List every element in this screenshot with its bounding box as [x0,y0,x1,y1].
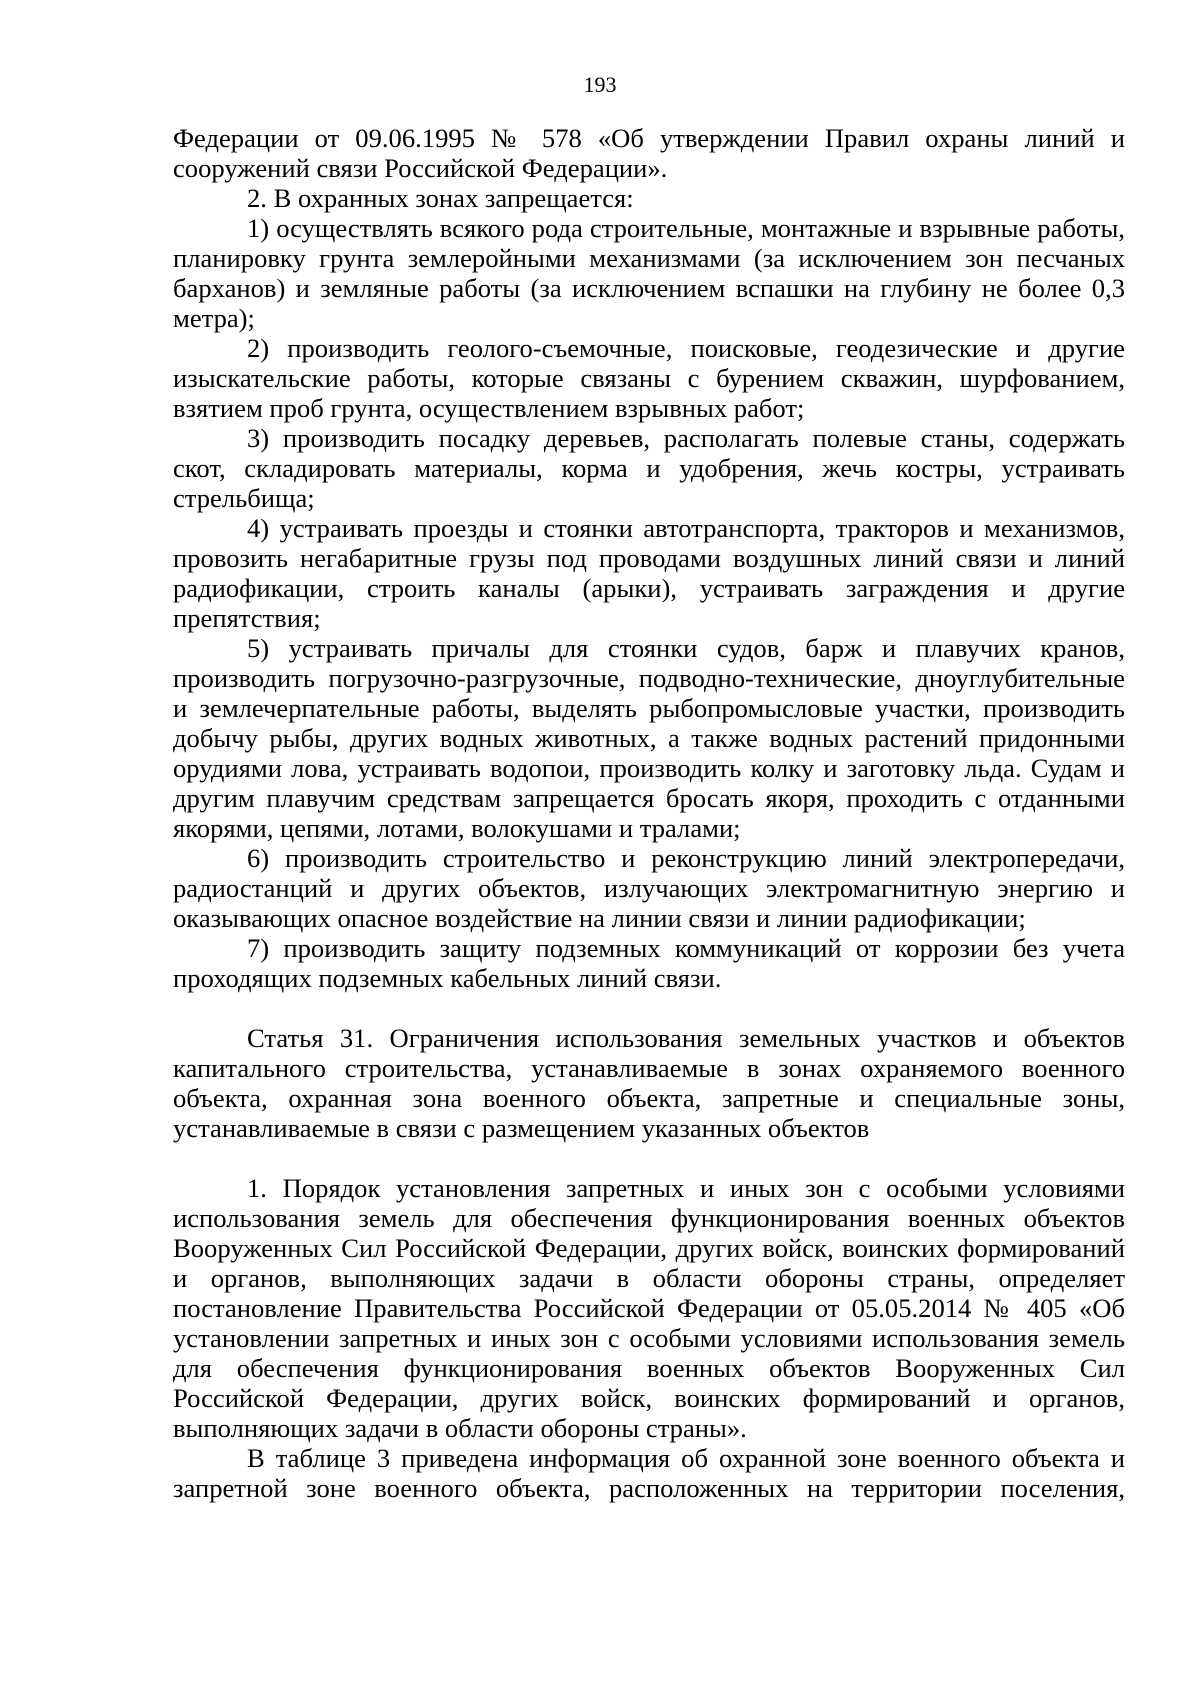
paragraph-continuation: Федерации от 09.06.1995 № 578 «Об утверждении Правил охраны линий и сооружений связи Российской Федерации». [173,123,1125,183]
article-31-heading: Статья 31. Ограничения использования земельных участков и объектов капитального строительства, устанавливаемые в зонах охраняемого военного объекта, охранная зона военного объекта, запретные и специальные зоны, устанавливаемые в связи с размещением указанных объектов [173,1023,1125,1143]
paragraph-table-3-reference: В таблице 3 приведена информация об охранной зоне военного объекта и запретной зоне военного объекта, расположенных на территории поселения, [173,1443,1125,1503]
list-item-7: 7) производить защиту подземных коммуникаций от коррозии без учета проходящих подземных кабельных линий связи. [173,933,1125,993]
list-item-5: 5) устраивать причалы для стоянки судов, барж и плавучих кранов, производить погрузочно-разгрузочные, подводно-технические, дноуглубительные и землечерпательные работы, выделять рыбопромысловые участки, производить добычу рыбы, других водных животных, а также водных растений придонными орудиями лова, устраивать водопои, производить колку и заготовку льда. Судам и другим плавучим средствам запрещается бросать якоря, проходить с отданными якорями, цепями, лотами, волокушами и тралами; [173,633,1125,843]
list-item-6: 6) производить строительство и реконструкцию линий электропередачи, радиостанций и других объектов, излучающих электромагнитную энергию и оказывающих опасное воздействие на линии связи и линии радиофикации; [173,843,1125,933]
list-item-2: 2) производить геолого-съемочные, поисковые, геодезические и другие изыскательские работы, которые связаны с бурением скважин, шурфованием, взятием проб грунта, осуществлением взрывных работ; [173,333,1125,423]
paragraph-prohibitions-intro: 2. В охранных зонах запрещается: [247,183,634,213]
list-item-3: 3) производить посадку деревьев, располагать полевые станы, содержать скот, складировать материалы, корма и удобрения, жечь костры, устраивать стрельбища; [173,423,1125,513]
document-body [173,123,1125,1503]
list-item-1: 1) осуществлять всякого рода строительные, монтажные и взрывные работы, планировку грунта землеройными механизмами (за исключением зон песчаных барханов) и земляные работы (за исключением вспашки на глубину не более 0,3 метра); [173,213,1125,333]
page-number: 193 [583,72,617,97]
paragraph-article-31-point-1: 1. Порядок установления запретных и иных зон с особыми условиями использования земель для обеспечения функционирования военных объектов Вооруженных Сил Российской Федерации, других войск, воинских формирований и органов, выполняющих задачи в области обороны страны, определяет постановление Правительства Российской Федерации от 05.05.2014 № 405 «Об установлении запретных и иных зон с особыми условиями использования земель для обеспечения функционирования военных объектов Вооруженных Сил Российской Федерации, других войск, воинских формирований и органов, выполняющих задачи в области обороны страны». [173,1173,1125,1443]
list-item-4: 4) устраивать проезды и стоянки автотранспорта, тракторов и механизмов, провозить негабаритные грузы под проводами воздушных линий связи и линий радиофикации, строить каналы (арыки), устраивать заграждения и другие препятствия; [173,513,1125,633]
